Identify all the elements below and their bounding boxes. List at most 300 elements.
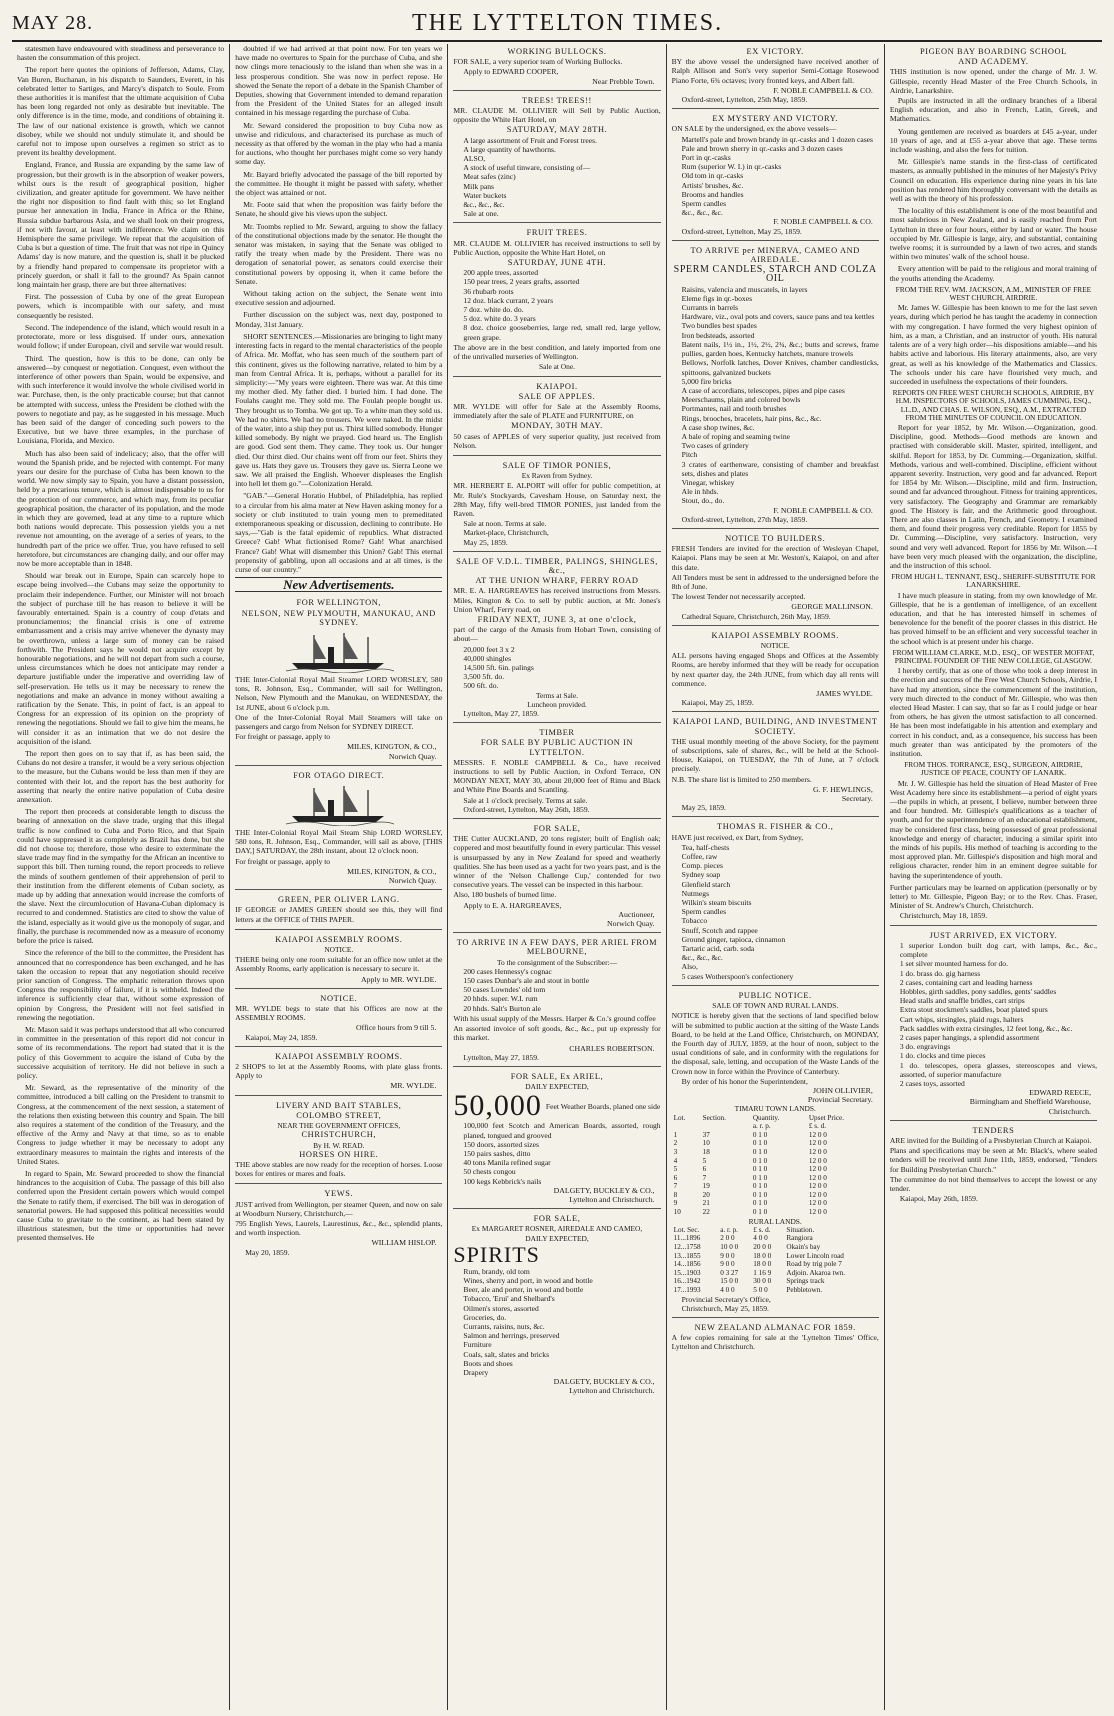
table-cell: 9 <box>673 1199 678 1208</box>
ad-heading: NOTICE. <box>320 993 358 1003</box>
table-header-row <box>672 1114 879 1123</box>
ad-body: N.B. The share list is limited to 250 members. <box>671 774 812 784</box>
ad-heading: NEW ZEALAND ALMANAC FOR 1859. <box>694 1323 856 1333</box>
ad-list-item: Glenfield starch <box>681 879 731 889</box>
ad-list-item: 40,000 shingles <box>463 653 512 663</box>
ad-list-item: Pack saddles with extra cirsingles, 12 feet long, &c., &c. <box>899 1023 1073 1033</box>
ad-heading: TO ARRIVE IN A FEW DAYS, PER ARIEL FROM MELBOURNE, <box>456 938 658 957</box>
ad-heading: HORSES ON HIRE. <box>299 1149 379 1159</box>
ad-item-list <box>453 645 660 691</box>
ad-body: Also, 180 bushels of burned lime. <box>453 890 557 900</box>
table-row <box>672 1260 879 1269</box>
ad-timor-ponies <box>453 458 660 552</box>
ad-list-item: Ale in hhds. <box>681 487 719 497</box>
ad-signature: Norwich Quay. <box>388 876 437 886</box>
ad-body: THE above stables are now ready for the reception of horses. Loose boxes for entires or mares and foals. <box>235 1159 443 1179</box>
ad-line: Apply to EDWARD COOPER, <box>463 67 559 77</box>
ad-body: IF GEORGE or JAMES GREEN should see this, they will find letters at the OFFICE of THIS PAPER. <box>235 905 443 924</box>
ad-list-item: Rum (superior W. I.) in qr.-casks <box>681 162 782 172</box>
ad-list-item: 150 cases Dunbar's ale and stout in bottle <box>463 976 589 986</box>
ad-list-item: Groceries, do. <box>463 1312 507 1322</box>
steamship-icon <box>284 629 394 673</box>
ad-date: Oxford-street, Lyttelton, 27th May, 1859. <box>681 514 808 524</box>
ad-line: Terms at Sale. <box>536 690 578 700</box>
ad-list-item: Milk pans <box>463 181 494 191</box>
ad-list-item: Sydney soap <box>681 870 721 880</box>
article-paragraph: Mr. Bayard briefly advocated the passage of the bill reported by the committee. He thought it might be passed with safety, whether the object was attained or not. <box>235 169 443 198</box>
masthead <box>12 6 1102 42</box>
table-cell: 16...1942 <box>673 1277 701 1286</box>
ad-list-item: Hobbles, girth saddles, pony saddles, gents' saddles <box>899 986 1057 996</box>
table-cell: Pebbletown. <box>786 1286 823 1295</box>
ad-list-item: 200 cases Hennessy's cognac <box>463 966 552 976</box>
table-cell: 0 1 0 <box>752 1147 768 1156</box>
table-cell: 9 0 0 <box>720 1260 735 1269</box>
table-cell: 30 0 0 <box>753 1277 772 1286</box>
ad-big-heading: SPERM CANDLES, STARCH AND COLZA OIL <box>673 264 877 285</box>
ad-kaiapoi-rooms <box>235 932 442 989</box>
ad-line: Sale at noon. Terms at sale. <box>463 519 547 529</box>
ad-list-item: Cart whips, sirsingles, plaid rugs, halters <box>899 1014 1024 1024</box>
ad-heading: TENDERS <box>972 1125 1015 1135</box>
ad-list-item: 50 cases Lowndes' old tom <box>463 985 546 995</box>
ad-list-item: Sperm candles <box>681 907 727 917</box>
ad-weather-boards <box>453 1069 660 1209</box>
ad-body: 795 English Yews, Laurels, Laurestinus, &c., &c., splendid plants, and worth inspection. <box>235 1218 443 1238</box>
ad-list-item: A bale of roping and seaming twine <box>681 431 791 441</box>
table-cell: Road by trig pole 7 <box>786 1260 842 1269</box>
column-header: Lot. Sec. <box>673 1225 700 1234</box>
ad-heading: NOTICE TO BUILDERS. <box>725 533 826 543</box>
ad-body: THE Cutter AUCKLAND, 20 tons register; built of English oak; coppered and most beautifully found in every particular. This vessel is unsurpassed by any in New Zealand for speed and weatherly qualities. She has been used as a yacht for two years past, and is the winner of the 'Nelson Challenge Cup,' contended for two consecutive years. The vessel can be inspected in this harbour. <box>453 834 661 890</box>
ad-list-item: 2 cases paper hangings, a splendid assortment <box>899 1032 1040 1042</box>
ad-heading: KAIAPOI ASSEMBLY ROOMS. <box>275 1051 403 1061</box>
ad-list-item: 100,000 feet Scotch and American Boards, assorted, rough planed, tongued and grooved <box>463 1121 661 1140</box>
column-header: Quantity. <box>752 1113 780 1122</box>
ad-body: BY the above vessel the undersigned have received another of Ralph Allison and Son's very superior Semi-Cottage Rosewood Piano Forte, 6¾ octaves; ivory fronted keys, and Albert fall. <box>671 57 879 85</box>
ad-signature: Secretary. <box>841 794 873 804</box>
ad-line: Provincial Secretary's Office, <box>681 1294 771 1304</box>
ad-signature: GEORGE MALLINSON. <box>791 602 873 612</box>
ad-subheading: By H. W. READ. <box>313 1140 365 1150</box>
article-paragraph: doubted if we had arrived at that point now. For ten years we have made no overtures to Spain for the purchase of Cuba, and she now clings more tenaciously to the island than when she was in a less prosperous condition. She was now in perfect repose. He showed the Senate the report of a debate in the Spanish Chamber of Deputies, showing that Government intended to demand reparation from the President of the United States for an alleged insult contained in his message regarding the purchase of Cuba. <box>235 44 443 118</box>
table-cell: 0 1 0 <box>752 1173 768 1182</box>
ad-list-item: Vinegar, whiskey <box>681 477 735 487</box>
ad-line: Lyttelton, May 27, 1859. <box>463 709 539 718</box>
ad-mystery-victory <box>672 111 879 241</box>
ad-trees <box>453 93 660 224</box>
ad-tenders <box>890 1123 1097 1208</box>
ad-list-item: 36 rhubarb roots <box>463 286 514 296</box>
new-advertisements-heading: New Advertisements. <box>235 577 442 592</box>
table-cell: 0 1 0 <box>752 1182 768 1191</box>
ad-body: 50 cases of APPLES of very superior quality, just received from Nelson. <box>453 431 661 450</box>
ad-list-item: Sperm candles <box>681 199 727 209</box>
units-cell: a. r. p. <box>752 1122 771 1131</box>
ad-list-item: Eleme figs in qr.-boxes <box>681 293 753 303</box>
ad-list-item: Portmantes, nail and tooth brushes <box>681 404 787 414</box>
table-cell: 17...1993 <box>673 1286 701 1295</box>
ad-subheading: Ex MARGARET ROSNER, AIREDALE AND CAMEO, <box>471 1224 643 1234</box>
ad-list-item: Sale at one. <box>463 209 499 219</box>
ad-list-item: 20 hhds. Salt's Burton ale <box>463 1003 541 1013</box>
ad-body: MR. E. A. HARGREAVES has received instructions from Messrs. Miles, Kington & Co. to sell by public auction, at Mr. Jones's Union Wharf, Ferry road, on <box>453 586 661 614</box>
table-cell: 1 16 9 <box>753 1268 772 1277</box>
ad-list-item: Boots and shoes <box>463 1358 513 1368</box>
ad-list-item: Nutmegs <box>681 888 710 898</box>
ad-list-item: Oilmen's stores, assorted <box>463 1303 539 1313</box>
ad-list-item: 12 doz. black currant, 2 years <box>463 295 554 305</box>
table-cell: 14...1856 <box>673 1260 701 1269</box>
ad-list-item: Two bundles best spades <box>681 321 757 331</box>
ad-body: JUST arrived from Wellington, per steamer Queen, and now on sale at Woodburn Nursery, Christchurch,— <box>235 1199 443 1218</box>
ad-heading: WORKING BULLOCKS. <box>507 47 607 56</box>
ad-signature: MR. WYLDE. <box>390 1081 437 1091</box>
article-paragraph: SHORT SENTENCES.—Missionaries are bringing to light many interesting facts in regard to the mental characteristics of the people of Africa. Mr. Moffat, who has seen much of the southern part of this continent, gives us the following narrative, related to him by a man from Central Africa. It is, perhaps, without a parallel for its simplicity:—"My years were eighteen. There was war. At this time my mother died. My father died. I buried him. I had done. The Foulahs caught me. They sold me. The Foulah people bought us. They brought us to Tomba. We got up. To a white man they sold us. We had no shirts. We had no trousers. We were naked. In the midst of the water, into a ship they put us. Thirst killed somebody. Hunger killed somebody. By night we prayed. God heard us. The English are good. God sent them. They came. They took us. Our hunger died. Our thirst died. Our chains went off from our feet. Shirts they gave us. Hats they gave us. Trousers they gave us. Sierra Leone we saw. We all praised the English. Whoever displeases the English into hell let them go."—Colonization Herald. <box>235 331 443 489</box>
ad-item-list <box>890 941 1097 1088</box>
article-paragraph: statesmen have endeavoured with steadiness and perseverance to hasten the consummation of this project. <box>17 44 225 63</box>
ad-body: The above are in the best condition, and lately imported from one of the unrivalled nurseries of Wellington. <box>453 342 661 362</box>
table-cell: 12...1758 <box>673 1243 701 1252</box>
article-paragraph: Should war break out in Europe, Spain can scarcely hope to escape being involved—the Cubans may seize the opportunity to proclaim their independence. Further, our Minister will not broach the subject of purchase till he has reason to believe it will be favourably entertained. Spain is a country of coup d'etats and pronunciamentos; the financial crisis is one of extreme embarrassment and a crisis may arrive whenever the dynasty may be overthrown, unless a large sum of money can be raised forthwith. The President says he would not acquire except by honourable negotiations, and he will not depart from such a course, unless circumstances which he does not anticipate may render a departure justifiable under the imperative and overriding law of self-preservation. He tells us it may be necessary to renew the negotiations and make an advance in money without awaiting a ratification by the Senate. This, in point of fact, is an appeal to Congress for an expression of its opinion on the propriety of renewing the negotiations. Should we fail to give him the means, he will consider it as an intimation that we do not desire the acquisition of the island. <box>17 571 225 746</box>
ad-heading: GREEN, PER OLIVER LANG. <box>278 895 400 905</box>
ad-list-item: Batent nails, 1½ in., 1½, 2½, 2¾, &c.; butts and screws, frame pullies, garden hoes, Kentucky hatchets, manure trowels <box>681 339 879 359</box>
ad-heading: TREES! TREES!! <box>522 95 592 105</box>
ad-body: MR. WYLDE begs to state that his Offices are now at the ASSEMBLY ROOMS. <box>235 1004 443 1023</box>
ad-vdl-timber <box>453 554 660 723</box>
ad-big-word: SPIRITS <box>453 1241 540 1267</box>
testimonial-source: FROM THE REV. WM. JACKSON, A.M., MINISTER OF FREE WEST CHURCH, AIRDRIE. <box>895 284 1092 303</box>
article-paragraph: Much has also been said of indelicacy; also, that the offer will wound the Spanish pride, and be rejected with contempt. For many years our desire for the purchase of Cuba has been known to the world. We now simply say to Spain, you have a distant possession, held by a precarious tenure, which is almost indispensable to us for the protection of our commerce, and which may, from its peculiar geographical position, the character of its population, and the mode in which they are governed, lead at any time to a rupture which both nations would deprecate. This possession yields you a net revenue not amounting, on the average of a series of years, to the hundredth part of the price we offer. True, you have refused to sell heretofore, but circumstances are changing daily, and our offer may now be more acceptable than in 1848. <box>17 448 225 568</box>
table-cell: 12 0 0 <box>808 1147 827 1156</box>
ad-heading: JUST ARRIVED, EX VICTORY. <box>929 930 1058 940</box>
ad-heading: EX VICTORY. <box>746 47 804 56</box>
ad-item-list <box>453 136 660 219</box>
ad-list-item: Port in qr.-casks <box>681 153 731 163</box>
ad-list-item: 2 cases toys, assorted <box>899 1078 965 1088</box>
ad-list-item: 1 do. brass do. gig harness <box>899 968 981 978</box>
ad-list-item: Extra stout stockmen's saddles, boat plated spurs <box>899 1005 1048 1015</box>
ad-list-item: Brooms and handles <box>681 189 744 199</box>
ad-cutter-auckland <box>453 821 660 933</box>
table-cell: 4 <box>673 1156 678 1165</box>
column-2-article <box>235 44 442 574</box>
table-cell: 12 0 0 <box>808 1165 827 1174</box>
ad-list-item: Coals, salt, slates and bricks <box>463 1349 550 1359</box>
ad-date: FRIDAY NEXT, JUNE 3, at one o'clock, <box>477 614 637 624</box>
units-cell <box>701 1122 751 1131</box>
ad-kaiapoi-shops <box>235 1049 442 1096</box>
ad-list-item: Pale and brown sherry in qr.-casks and 3 dozen cases <box>681 143 843 153</box>
article-paragraph: In regard to Spain, Mr. Seward proceeded to show the financial hindrances to the acquisition of Cuba. The passage of this bill also conferred upon the President certain powers which would compel the Senate to ratify them, if exercised. The bill was in derogation of senatorial powers. He had supposed this political necessities would cause Cuba to gravitate to the continent, as had been stated by illustrious statesmen, but the time or opportunities had never presented themselves. He <box>17 1168 225 1243</box>
ad-list-item: 5 cases Wotherspoon's confectionery <box>681 971 794 981</box>
ad-subheading: DAILY EXPECTED, <box>525 1082 589 1092</box>
ad-subheading: NEAR THE GOVERNMENT OFFICES, <box>277 1121 401 1131</box>
table-cell: 15...1903 <box>673 1268 701 1277</box>
ad-signature: Lyttelton and Christchurch. <box>569 1194 655 1204</box>
table-cell: 11...1896 <box>673 1234 701 1243</box>
ad-item-list <box>453 1267 660 1377</box>
table-row <box>672 1234 879 1243</box>
ad-heading: TIMBER <box>539 728 575 738</box>
ad-signature: Provincial Secretary. <box>807 1095 873 1105</box>
table-cell: 12 0 0 <box>808 1173 827 1182</box>
table-cell: 0 1 0 <box>752 1165 768 1174</box>
ad-signature: DALGETY, BUCKLEY & CO., <box>553 1185 655 1195</box>
ad-signature: Lyttelton and Christchurch. <box>569 1386 655 1396</box>
ad-list-item: 1 superior London built dog cart, with lamps, &c., &c., complete <box>899 940 1098 960</box>
table-cell: 0 1 0 <box>752 1199 768 1208</box>
table-row <box>672 1208 879 1217</box>
ad-body: All Tenders must be sent in addressed to the undersigned before the 8th of June. <box>671 572 879 591</box>
testimonials <box>890 286 1097 880</box>
table-row <box>672 1286 879 1295</box>
table-cell: 10 0 0 <box>720 1243 739 1252</box>
school-paragraph: Every attention will be paid to the religious and moral training of the youths attending the Academy. <box>889 264 1098 283</box>
ad-list-item: Currants, raisins, nuts, &c. <box>463 1321 545 1331</box>
column-header: Upset Price. <box>808 1113 844 1122</box>
ad-otago <box>235 768 442 890</box>
table-row <box>672 1165 879 1174</box>
ad-subheading: RURAL LANDS. <box>748 1216 802 1226</box>
ad-bullocks <box>453 44 660 91</box>
article-paragraph: Second. The independence of the island, which would result in a protectorate, more or less disguised. If under ours, annexation would follow; if under European, civil and servile war would result. <box>17 322 225 351</box>
table-cell: 0 3 27 <box>720 1268 739 1277</box>
ad-list-item: Ground ginger, tapioca, cinnamon <box>681 934 786 944</box>
ad-body: Plans and specifications may be seen at Mr. Black's, where sealed tenders will be received until June 11th, 1859, endorsed, "Tenders for Building Presbyterian Church." <box>889 1146 1098 1174</box>
ad-date: MONDAY, 30TH MAY. <box>511 421 603 431</box>
ad-body: MR. CLAUDE M. OLLIVIER has received instructions to sell by Public Auction, opposite the White Hart Hotel, on <box>453 238 661 257</box>
ad-heading: SALE OF V.D.L. TIMBER, PALINGS, SHINGLES, &c., <box>456 556 658 575</box>
ad-list-item: Bellows, Norfolk latches, Dover Knives, chamber candlesticks, spittoons, galvanized buckets <box>681 358 879 377</box>
ad-list-item: Coffee, raw <box>681 852 718 862</box>
ad-list-item: 20 hhds. super. W.I. rum <box>463 994 538 1004</box>
ad-signature: Christchurch. <box>1048 1106 1092 1116</box>
ad-subheading: TIMARU TOWN LANDS. <box>734 1104 816 1114</box>
table-row <box>672 1148 879 1157</box>
ad-line: Apply to E. A. HARGREAVES, <box>463 900 562 910</box>
ad-list-item: Tobacco, 'Erui' and Shelbard's <box>463 1294 555 1304</box>
ad-body: FOR SALE, a very superior team of Working Bullocks. <box>453 57 623 67</box>
testimonial-source: FROM HUGH L. TENNANT, ESQ., SHERIFF-SUBSTITUTE FOR LANARKSHIRE. <box>891 572 1096 590</box>
ad-almanac <box>672 1320 879 1357</box>
ad-heading: KAIAPOI. <box>536 381 578 391</box>
school-paragraph: Mr. Gillespie's name stands in the first-class of certificated masters, as annually published in the minutes of her Majesty's Privy Council on education. His experience during nine years in his late position has rendered him thoroughly conversant with the details as well as with the theory of his profession. <box>889 157 1098 204</box>
ad-heading: FOR SALE, <box>533 1214 581 1224</box>
column-1-article <box>12 44 230 1710</box>
ad-list-item: &c., &c., &c. <box>681 208 723 218</box>
table-cell: 12 0 0 <box>808 1199 827 1208</box>
ad-list-item: 150 pear trees, 2 years grafts, assorted <box>463 277 580 287</box>
article-paragraph: Mr. Toombs replied to Mr. Seward, arguing to show the fallacy of the constitutional objections made by the senator. He thought the senator was mistaken, in saying that the Senate was obliged to ratify the treaty when made by the President. There was no derogation of senatorial power, as senators could exercise their constitutional powers by opposing it, when it came before the Senate. <box>235 221 443 286</box>
ad-notice-wylde <box>235 991 442 1047</box>
testimonial-text: I hereby certify, that as one of those who took a deep interest in the erection and success of the Free West Church Schools, Airdrie, I have had my attention, since the commencement of the institution, very much directed to the conduct of Mr. Gillespie, who was then elected Head Master. I can say, that so far as I could judge or hear from others, he has given the utmost satisfaction to all concerned. He has been most indefatigable in his attention and exemplary and correct in his conduct, and, as a consequence, his success has been much greater than was anticipated by the promoters of the institution. <box>889 666 1098 759</box>
ad-body: MESSRS. F. NOBLE CAMPBELL & Co., have received instructions to sell by Public Auction, in Oxford Terrace, ON MONDAY NEXT, MAY 30, about 20,000 feet of Rimu and Black and White Pine Boards and Scantling. <box>453 757 661 795</box>
table-cell: Lower Lincoln road <box>786 1251 844 1260</box>
testimonial-text: Mr. James W. Gillespie has been known to me for the last seven years, during which period he has taught the academy in connection with my congregation. I have formed the very highest opinion of him, as a man, a Christian, and an instructor of youth. His natural talents are of a very high order—his dispositions amiable—and his habits active and laborious. His literary attainments, also, are very great, as well as his knowledge of the Mathematics and Classics. The schools under his care have flourished very much, and succeeded in usefulness the expectations of their founders. <box>889 303 1098 386</box>
ad-heading: FOR WELLINGTON, <box>296 598 382 608</box>
ad-date: Christchurch, May 18, 1859. <box>899 911 988 921</box>
ad-date: SATURDAY, JUNE 4TH. <box>507 258 607 268</box>
table-cell: 6 <box>673 1173 678 1182</box>
table-cell: 12 0 0 <box>808 1182 827 1191</box>
article-paragraph: Since the reference of the bill to the committee, the President has announced that no correspondence has been exchanged, and he has taken the occasion to repeat that any negotiation should receive prior sanction of Congress. The emphatic reiteration throws upon Congress the responsibility of failure, if it is withheld. Indeed the inference is sufficiently clear that, without some expression of opinion by Congress, the President will not feel satisfied in renewing the negotiation. <box>17 948 225 1022</box>
ad-heading: CHRISTCHURCH, <box>301 1130 377 1140</box>
table-cell: 22 <box>702 1208 710 1217</box>
ad-body: part of the cargo of the Amasis from Hobart Town, consisting of about— <box>453 625 661 644</box>
school-paragraph: Young gentlemen are received as boarders at £45 a-year, under 10 years of age, and at £55 a-year above that age. These terms include washing, and also the fees for tuition. <box>889 126 1098 155</box>
ad-subheading: NOTICE. <box>760 640 790 650</box>
ad-list-item: 14,500 5ft. 6in. palings <box>463 662 534 672</box>
ad-subheading: SALE OF APPLES. <box>518 391 596 401</box>
ad-fruit-trees <box>453 225 660 376</box>
ad-heading: YEWS. <box>324 1189 354 1199</box>
ad-line: Office hours from 9 till 5. <box>355 1023 437 1033</box>
ad-body: ALL persons having engaged Shops and Offices at the Assembly Rooms, are hereby informed that they will be ready for occupation by next quarter day, the 24th JUNE, from which day all rents will commence. <box>671 651 879 688</box>
ad-spirits <box>453 1211 660 1399</box>
ad-signature: MILES, KINGTON, & CO., <box>347 742 437 752</box>
ad-list-item: Drapery <box>463 1367 489 1377</box>
ad-body: ON SALE by the undersigned, ex the above vessels— <box>671 124 837 134</box>
ad-body: THIS institution is now opened, under the charge of Mr. J. W. Gillespie, recently Head Master of the Free Church Schools, in Airdrie, Lanarkshire. <box>889 67 1098 95</box>
ad-list-item: Wilkin's steam biscuits <box>681 898 752 908</box>
ad-body: An assorted invoice of soft goods, &c., &c., put up expressly for this market. <box>453 1024 661 1043</box>
article-paragraph: Mr. Mason said it was perhaps understood that all who concurred in committee in the presentation of this report did not concur in some of its recommendations. The report had stated that it is the policy of this Government to acquire the island of Cuba by the successive acquisition of territory. He did not believe in such a policy. <box>17 1024 225 1080</box>
ad-signature: Norwich Quay. <box>607 919 655 929</box>
ad-heading: FOR SALE, Ex ARIEL, <box>510 1071 604 1081</box>
article-paragraph: Third. The question, how is this to be done, can only be answered—by conquest or negotiation. Conquest, even without the interference of other powers than Spain, would be expensive, and with such interference it would involve the whole civilised world in war. Purchase, then, is the only practicable course; but that cannot be attempted with success, unless the President be clothed with the powers to negotiate and pay, as he suggested in his message. Much has been said of the danger of conceding such powers to the Executive, but we have three examples, in the purchase of Louisiana, Florida, and Mexico. <box>17 353 225 446</box>
ad-line: Sale at One. <box>539 362 575 372</box>
table-cell: 0 1 0 <box>752 1190 768 1199</box>
ad-just-arrived <box>890 928 1097 1121</box>
ad-list-item: 50 chests congou <box>463 1167 516 1177</box>
ad-list-item: 3,500 5ft. do. <box>463 672 505 682</box>
ad-list-item: Tartaric acid, carb. soda <box>681 944 755 954</box>
table-row <box>672 1131 879 1140</box>
ad-line: Oxford-street, Lyttelton, May 26th, 1859. <box>463 804 590 814</box>
ad-item-list <box>672 285 879 506</box>
column-header: Lot. <box>673 1113 686 1122</box>
ad-subheading: NOTICE. <box>324 945 354 955</box>
ad-line: Christchurch, May 25, 1859. <box>681 1303 769 1313</box>
article-paragraph: The report then goes on to say that if, as has been said, the Cubans do not desire a transfer, it would be a very serious objection to the measure, but the Cubans would be less than men if they are contented with their lot, and the report has the best authority for asserting that nearly the entire native population of Cuba desire annexation. <box>17 749 225 805</box>
ad-green <box>235 892 442 930</box>
ad-list-item: A large quantity of hawthorns. <box>463 144 556 154</box>
ad-signature: CHARLES ROBERTSON. <box>569 1043 655 1053</box>
table-row <box>672 1199 879 1208</box>
table-cell: 1 <box>673 1130 678 1139</box>
column-4 <box>667 44 885 1710</box>
ad-list-item: &c., &c., &c. <box>463 200 505 210</box>
table-cell: 20 <box>702 1190 710 1199</box>
table-cell: 6 <box>702 1165 707 1174</box>
article-paragraph: Mr. Foote said that when the proposition was fairly before the Senate, he should give his views upon the subject. <box>235 200 443 219</box>
ad-line: Market-place, Christchurch, <box>463 528 549 538</box>
table-cell: Springs track <box>786 1277 825 1286</box>
table-cell: 5 <box>702 1156 707 1165</box>
ad-signature: Auctioneer, <box>618 909 655 919</box>
ad-signature: MILES, KINGTON, & CO., <box>347 866 437 876</box>
ad-signature: DALGETY, BUCKLEY & CO., <box>553 1377 655 1387</box>
testimonial-text: Mr. J. W. Gillespie has held the situation of Head Master of Free West Academy here since its establishment—a period of eight years—the pupils in which, at present, I believe, number between three and four hundred. Mr. Gillespie's qualifications as a teacher of youth, and for the superintendence of an educational establishment, may be considered first class, being possessed of great professional knowledge and energy of character, inducing a similar spirit into the minds of his pupils. His method of teaching is according to the most approved plan. Mr. Gillespie's disposition and high moral and religious character, render him in an eminent degree suitable for having the superintendence of youth. <box>889 778 1098 880</box>
ad-signature: JOHN OLLIVIER, <box>813 1085 873 1095</box>
ad-heading: TO ARRIVE per MINERVA, CAMEO AND AIREDALE. <box>690 245 860 265</box>
ad-item-list <box>453 268 660 342</box>
ad-list-item: Two cases of grindery <box>681 441 749 451</box>
ad-heading: KAIAPOI LAND, BUILDING, AND INVESTMENT SOCIETY. <box>672 717 878 736</box>
article-paragraph: The report here quotes the opinions of Jefferson, Adams, Clay, Van Buren, Buchanan, in his dispatch to Saunders, Everett, in his celebrated letter to Sartiges, and Marcy's dispatch to Soule. From these authorities it is manifest that the ultimate acquisition of Cuba has been long regarded not only as desirable but inevitable. The only difference is in the time, mode, and conditions of obtaining it. The law of our national existence is growth, which we cannot disobey, while we should not unduly stimulate it, and should be careful not to impose upon ourselves a regimen so strict as to prevent its healthy development. <box>17 65 225 158</box>
ad-heading: FOR SALE BY PUBLIC AUCTION IN LYTTELTON. <box>480 738 634 757</box>
ad-minerva <box>672 243 879 529</box>
ad-ex-victory <box>672 44 879 109</box>
ad-body: NOTICE is hereby given that the sections of land specified below will be submitted to public auction at the sitting of the Waste Lands Board, to be held at the Land Office, Christchurch, on MONDAY, the Fourth day of JULY, 1859, at the hour of noon, subject to the usual conditions of sale, and in conformity with the regulations for the disposal, sale, letting, and occupation of the Waste Lands of the Crown now in force within the Province of Canterbury. <box>671 1011 879 1076</box>
ad-list-item: 1 do. telescopes, opera glasses, stereoscopes and views, assorted, of superior manufacture <box>899 1060 1098 1079</box>
ad-list-item: Tea, half-chests <box>681 842 730 852</box>
ad-body: ARE invited for the Building of a Presbyterian Church at Kaiapoi. <box>889 1135 1092 1145</box>
column-header: Situation. <box>786 1225 815 1234</box>
table-cell: 0 1 0 <box>752 1139 768 1148</box>
ad-building-society <box>672 714 879 817</box>
ad-date: Cathedral Square, Christchurch, 26th May, 1859. <box>681 611 831 621</box>
ad-heading: AT THE UNION WHARF, FERRY ROAD <box>475 576 639 586</box>
ad-heading: PIGEON BAY BOARDING SCHOOL <box>919 47 1067 56</box>
ad-body: One of the Inter-Colonial Royal Mail Steamers will take on passengers and cargo from Nelson for SYDNEY DIRECT. <box>235 712 443 731</box>
ad-list-item: Water buckets <box>463 190 507 200</box>
ad-signature: F. NOBLE CAMPBELL & CO. <box>773 217 873 227</box>
ad-body: THE Inter-Colonial Royal Mail Steam Ship LORD WORSLEY, 580 tons, R. Johnson, Esq., Commander, will sail as above, [THIS DAY,] SATURDAY, the 28th instant, about 12 o'clock noon. <box>235 828 443 856</box>
table-cell: 9 0 0 <box>720 1251 735 1260</box>
table-cell: 12 0 0 <box>808 1190 827 1199</box>
ad-heading: KAIAPOI ASSEMBLY ROOMS. <box>711 630 839 640</box>
ad-body: THERE being only one room suitable for an office now unlet at the Assembly Rooms, early application is necessary to secure it. <box>235 955 443 974</box>
ad-date: Oxford-street, Lyttelton, May 25, 1859. <box>681 226 802 236</box>
ad-list-item: Pitch <box>681 450 698 460</box>
table-cell: 15 0 0 <box>720 1277 739 1286</box>
ad-list-item: Beer, ale and porter, in wood and bottle <box>463 1285 584 1295</box>
table-cell: Rangiora <box>786 1234 813 1243</box>
units-cell <box>672 1122 701 1131</box>
article-paragraph: The report then proceeds at considerable length to discuss the bearing of annexation on the slave trade, urging that this illegal traffic is now confined to Cuba and Porto Rico, and that Spain could have suppressed it as completely as Brazil has done, but she did not choose to; therefore, those who desire to exterminate the slave trade may find in the sympathy for the African an incentive to support this bill. Then turning round, the report proceeds to relieve the minds of southern gentlemen of their apprehension of peril to their institution from the different elements of Cuban society, as made up by adding that annexation would increase the comforts of the slave. Next the circumlocution of Havana-Cuban diplomacy is recurred to and condemned. Statistics are cited to show the value of the island, especially as it would give us the monopoly of sugar, and finally, the purchase is recommended now as a measure of economy before the price is raised. <box>17 807 225 946</box>
table-cell: 12 0 0 <box>808 1139 827 1148</box>
ad-list-item: A large assortment of Fruit and Forest trees. <box>463 135 597 145</box>
ad-signature: Norwich Quay. <box>388 751 437 761</box>
ad-list-item: Iron bedsteads, assorted <box>681 330 755 340</box>
ad-date: SATURDAY, MAY 28TH. <box>506 125 608 135</box>
article-paragraph: England, France, and Russia are expanding by the same law of progression, but their growth is in the absorption of weaker powers, whilst ours is the result of geographical position, higher civilization, and greater aptitude for government. We have neither the right nor disposition to find fault with this; so let England pursue her annexation in India, France in Africa or the Rhine, Russia subdue barbarous Asia, and we shall look on their progress, if not with favour, at least with indifference. We claim on this Hemisphere the same privilege. We repeat that the acquisition of Cuba is but a question of time. The fruit that was not ripe in Quincy Adams' day is now mature, and the question is, shall it be plucked by a friendly hand prepared to compensate its proprietor with a princely guerdon, or shall it fall to the ground? As Spain cannot long maintain her grasp, there are but three alternatives: <box>17 160 225 290</box>
ad-kaiapoi-notice <box>672 628 879 713</box>
ad-body: HAVE just received, ex Dart, from Sydney, <box>671 832 804 842</box>
ad-item-list <box>453 967 660 1013</box>
testimonial-source: FROM WILLIAM CLARKE, M.D., ESQ., OF WESTER MOFFAT, PRINCIPAL FOUNDER OF THE NEW COLLEGE, GLASGOW. <box>892 647 1095 665</box>
table-row <box>672 1243 879 1252</box>
table-cell: 0 1 0 <box>752 1130 768 1139</box>
ad-line: Luncheon provided. <box>527 699 587 709</box>
columns <box>12 44 1102 1710</box>
article-paragraph: Further discussion on the subject was, next day, postponed to Monday, 31st January. <box>235 310 443 329</box>
ad-body: MR. WYLDE will offer for Sale at the Assembly Rooms, immediately after the sale of PLATE and FURNITURE, on <box>453 401 661 421</box>
table-cell: 21 <box>702 1199 710 1208</box>
table-row <box>672 1252 879 1261</box>
ad-date: Kaiapoi, May 26th, 1859. <box>899 1194 978 1204</box>
ad-list-item: Wines, sherry and port, in wood and bottle <box>463 1275 593 1285</box>
testimonial-source: FROM THOS. TORRANCE, ESQ., SURGEON, AIRDRIE, JUSTICE OF PEACE, COUNTY OF LANARK. <box>904 760 1083 778</box>
table-row <box>672 1174 879 1183</box>
ad-date: Oxford-street, Lyttelton, 25th May, 1859. <box>681 95 808 105</box>
ad-date: Kaiapoi, May 25, 1859. <box>681 698 754 708</box>
ad-item-list <box>453 1121 660 1185</box>
units-cell: £ s. d. <box>808 1122 827 1131</box>
table-cell: Okain's bay <box>786 1243 821 1252</box>
